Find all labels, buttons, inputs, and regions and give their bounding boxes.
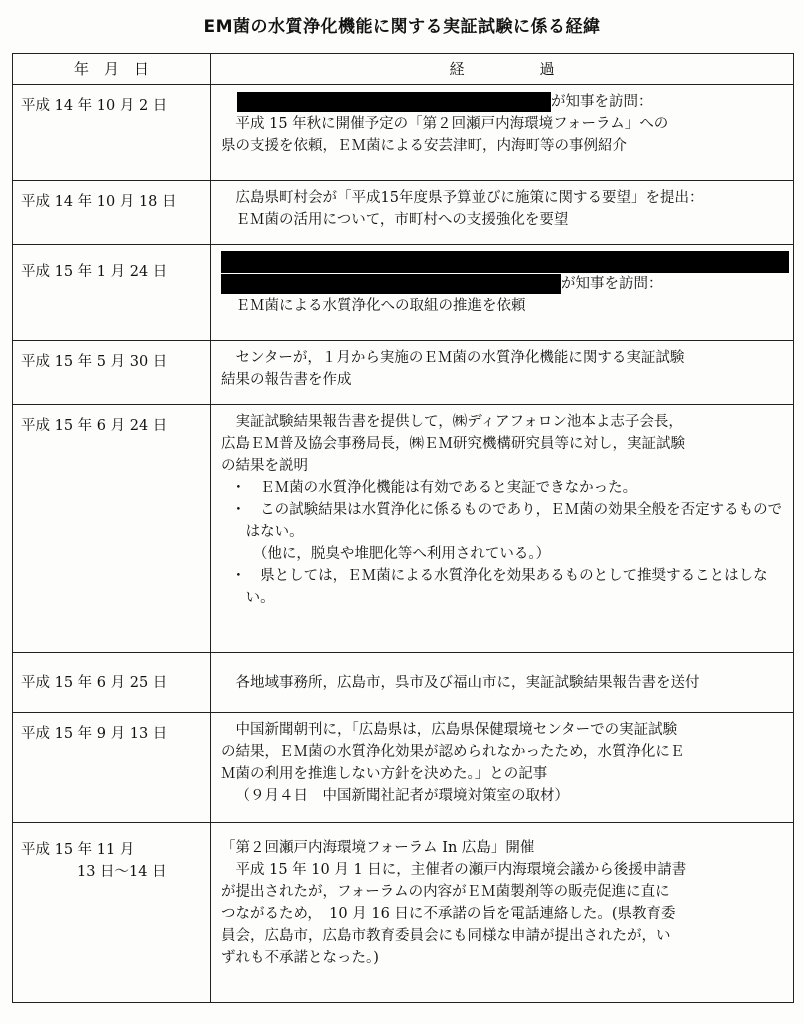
date-column-header: 年 月 日	[13, 54, 211, 85]
event-heading: 「第２回瀬戸内海環境フォーラム In 広島」開催	[221, 840, 535, 856]
event-line: 広島県町村会が「平成15年度県予算並びに施策に関する要望」を提出：	[235, 190, 704, 206]
event-line: の結果，ＥＭ菌の水質浄化効果が認められなかったため，水質浄化にＥ	[221, 744, 685, 760]
row-events	[211, 181, 794, 245]
event-line: 平成 15 年秋に開催予定の「第２回瀬戸内海環境フォーラム」への	[235, 116, 669, 132]
event-line: 実証試験結果報告書を提供して，㈱ディアフォロン池本よ志子会長，	[235, 414, 683, 430]
redaction-line	[221, 251, 783, 273]
event-note: （他に，脱臭や堆肥化等へ利用されている。）	[252, 546, 551, 562]
event-line: 結果の報告書を作成	[221, 372, 352, 388]
row-date: 平成 15 年 6 月 25 日	[13, 653, 211, 713]
redaction-bar	[221, 251, 789, 273]
row-date-line: 13 日〜14 日	[77, 864, 167, 880]
event-line: が知事を訪問：	[221, 273, 783, 295]
bullet-item: ・ この試験結果は水質浄化に係るものであり，ＥＭ菌の効果全般を否定するものではない。	[231, 502, 783, 540]
bullet-item: ・ ＥＭ菌の水質浄化機能は有効であると実証できなかった。	[231, 480, 638, 496]
event-line: つながるため， 10 月 16 日に不承諾の旨を電話連絡した。(県教育委	[221, 906, 676, 922]
event-line: 員会，広島市，広島市教育委員会にも同様な申請が提出されたが，い	[221, 928, 671, 944]
row-date: 平成 15 年 5 月 30 日	[13, 341, 211, 405]
row-date: 平成 14 年 10 月 18 日	[13, 181, 211, 245]
event-line: の結果を説明	[221, 458, 308, 474]
event-note: （９月４日 中国新聞社記者が環境対策室の取材）	[235, 788, 569, 804]
event-line: 広島ＥＭ普及協会事務局長，㈱ＥＭ研究機構研究員等に対し，実証試験	[221, 436, 685, 452]
table-row	[13, 653, 794, 713]
row-events	[211, 405, 794, 653]
row-date: 平成 15 年 1 月 24 日	[13, 245, 211, 341]
row-date: 平成 15 年 6 月 24 日	[13, 405, 211, 653]
row-events	[211, 653, 794, 713]
event-line: Ｍ菌の利用を推進しない方針を決めた。」との記事	[221, 766, 548, 782]
timeline-table	[12, 53, 794, 1003]
event-line: 中国新聞朝刊に，「広島県は，広島県保健環境センターでの実証試験	[235, 722, 678, 738]
event-line: 県の支援を依頼，ＥＭ菌による安芸津町，内海町等の事例紹介	[221, 138, 627, 154]
table-row	[13, 245, 794, 341]
table-header-row	[13, 54, 794, 85]
event-column-header: 経 過	[211, 54, 794, 85]
redaction-bar	[221, 274, 561, 294]
table-row	[13, 713, 794, 823]
row-events	[211, 245, 794, 341]
event-line: センターが，１月から実施のＥＭ菌の水質浄化機能に関する実証試験	[235, 350, 685, 366]
bullet-item: ・ 県としては，ＥＭ菌による水質浄化を効果あるものとして推奨することはしない。	[231, 568, 768, 606]
table-row	[13, 341, 794, 405]
row-date	[13, 823, 211, 1003]
event-line: が知事を訪問：	[221, 91, 783, 113]
event-line: 平成 15 年 10 月 1 日に，主催者の瀬戸内海環境会議から後援申請書	[235, 862, 687, 878]
event-line: ずれも不承諾となった。)	[221, 950, 379, 966]
row-events	[211, 823, 794, 1003]
row-date: 平成 14 年 10 月 2 日	[13, 85, 211, 181]
table-row	[13, 405, 794, 653]
row-events	[211, 341, 794, 405]
row-date: 平成 15 年 9 月 13 日	[13, 713, 211, 823]
table-row	[13, 823, 794, 1003]
table-row	[13, 85, 794, 181]
table-row	[13, 181, 794, 245]
event-line: が提出されたが，フォーラムの内容がＥＭ菌製剤等の販売促進に直に	[221, 884, 670, 900]
event-line: ＥＭ菌の活用について，市町村への支援強化を要望	[235, 212, 569, 228]
document-title: EM菌の水質浄化機能に関する実証試験に係る経緯	[203, 17, 601, 37]
row-date-line: 平成 15 年 11 月	[21, 842, 135, 858]
row-events	[211, 713, 794, 823]
redaction-bar	[237, 92, 551, 112]
event-line: 各地域事務所，広島市，呉市及び福山市に，実証試験結果報告書を送付	[235, 674, 700, 691]
row-events	[211, 85, 794, 181]
event-line: ＥＭ菌による水質浄化への取組の推進を依頼	[235, 298, 526, 314]
